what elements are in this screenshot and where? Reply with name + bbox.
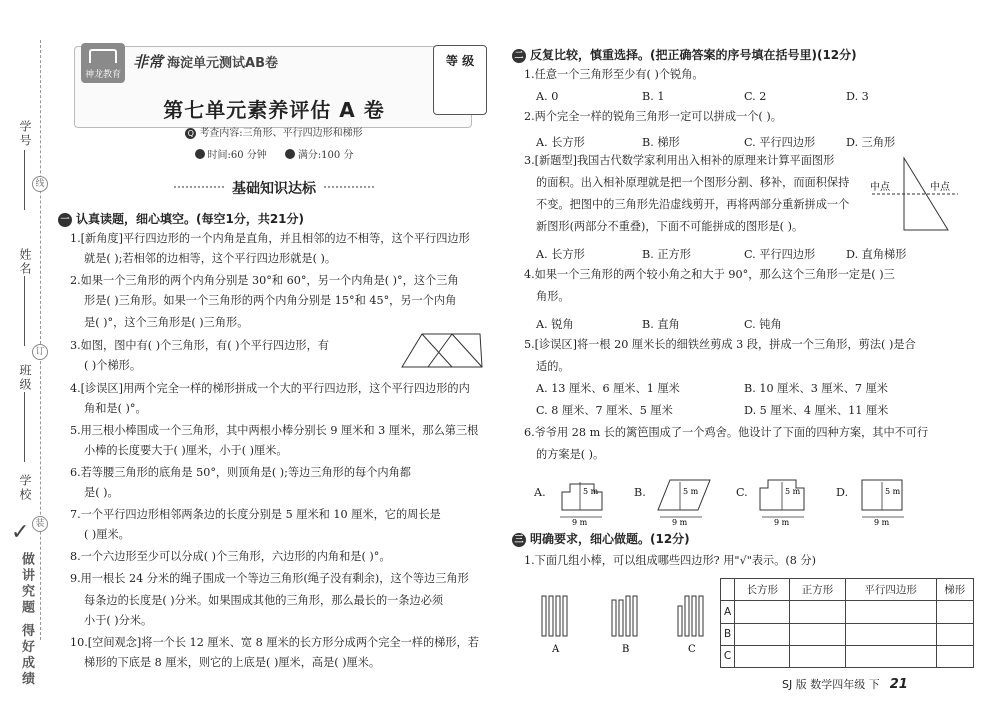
midpoint-label-left: 中点	[870, 182, 890, 193]
name-label: 姓名	[18, 248, 32, 276]
option: C. 平行四边形	[744, 248, 816, 261]
logo-text: 神龙教育	[84, 70, 121, 80]
option: C. 平行四边形	[744, 136, 816, 149]
height-dim: 5 m	[683, 487, 699, 496]
question-line: 是( )。	[84, 486, 119, 499]
right-column	[512, 0, 982, 719]
option: B. 正方形	[642, 248, 691, 261]
answer-cell[interactable]	[790, 601, 845, 623]
seal-line: 线	[32, 176, 48, 192]
section-number: 三	[512, 533, 526, 547]
plan-label: D.	[836, 486, 849, 499]
height-dim: 5 m	[583, 487, 599, 496]
class-line	[24, 392, 25, 462]
option: B. 梯形	[642, 136, 680, 149]
option: C. 钝角	[744, 318, 782, 331]
option: D. 3	[846, 90, 869, 103]
answer-cell[interactable]	[735, 645, 790, 667]
table-row	[721, 601, 974, 623]
option: A. 长方形	[536, 136, 585, 149]
plan-label: C.	[736, 486, 748, 499]
q2-1: 1.任意一个三角形至少有( )个锐角。	[524, 68, 704, 81]
table-header-row	[721, 579, 974, 601]
scope-text: 考查内容:三角形、平行四边形和梯形	[199, 128, 363, 139]
column-header	[721, 579, 735, 601]
stick	[692, 596, 696, 636]
question-line: 2.如果一个三角形的两个内角分别是 30°和 60°，另一个内角是( )°，这个三角	[70, 274, 459, 287]
quadrilateral-table	[720, 578, 974, 668]
midpoint-label-right: 中点	[930, 182, 950, 193]
search-icon: Q	[185, 128, 196, 139]
question-line: 3.如图，图中有( )个三角形，有( )个平行四边形，有	[70, 339, 329, 352]
series-name	[133, 51, 278, 72]
question-line: 的方案是( )。	[536, 448, 605, 461]
page-title: 第七单元素养评估 A 卷	[163, 98, 385, 122]
option: A. 锐角	[536, 318, 574, 331]
stick	[563, 596, 567, 636]
question-line: 4.[诊误区]用两个完全一样的梯形拼成一个大的平行四边形，这个平行四边形的内	[70, 382, 470, 395]
answer-cell[interactable]	[845, 645, 936, 667]
question-line: 8.一个六边形至少可以分成( )个三角形，六边形的内角和是( )°。	[70, 550, 391, 563]
publisher-logo	[81, 43, 125, 83]
question-line: 6.若等腰三角形的底角是 50°，则顶角是( );等边三角形的每个内角都	[70, 466, 411, 479]
section-banner	[58, 178, 490, 198]
class-label: 班级	[18, 364, 32, 392]
section-2-heading	[512, 46, 857, 63]
question-line: 5.[诊误区]将一根 20 厘米长的细铁丝剪成 3 段，拼成一个三角形，剪法( )是合	[524, 338, 916, 351]
question-line: 不变。把图中的三角形先沿虚线剪开，再将两部分重新拼成一个	[536, 198, 850, 211]
section-3-heading	[512, 530, 690, 547]
triangle-figure	[868, 154, 968, 234]
answer-cell[interactable]	[790, 623, 845, 645]
option: A. 0	[536, 90, 559, 103]
section-number: 二	[512, 49, 526, 63]
option: B. 直角	[642, 318, 680, 331]
question-line: 新图形(两部分不重叠)，下面不可能拼成的图形是( )。	[536, 220, 804, 233]
page-footer	[782, 676, 908, 692]
question-line: 7.一个平行四边形相邻两条边的长度分别是 5 厘米和 10 厘米，它的周长是	[70, 508, 441, 521]
answer-cell[interactable]	[936, 623, 973, 645]
width-dim: 9 m	[874, 518, 890, 526]
answer-cell[interactable]	[735, 601, 790, 623]
name-line	[24, 276, 25, 346]
stick	[556, 596, 560, 636]
section-title: 反复比较，慎重选择。(把正确答案的序号填在括号里)(12分)	[530, 48, 857, 62]
binding-margin	[0, 0, 56, 719]
row-label: C	[721, 645, 735, 667]
stick	[542, 596, 546, 636]
question-line: 9.用一根长 24 分米的绳子围成一个等边三角形(绳子没有剩余)，这个等边三角形	[70, 572, 469, 585]
height-dim: 5 m	[885, 487, 901, 496]
question-line: ( )厘米。	[84, 528, 130, 541]
answer-cell[interactable]	[735, 623, 790, 645]
question-line: 5.用三根小棒围成一个三角形，其中两根小棒分别长 9 厘米和 3 厘米，那么第三根	[70, 424, 479, 437]
answer-cell[interactable]	[845, 601, 936, 623]
student-number-label: 学号	[18, 120, 32, 148]
q3-1: 1.下面几组小棒，可以组成哪些四边形? 用"√"表示。(8 分)	[524, 554, 816, 567]
inner-line-1	[422, 334, 452, 367]
row-label: B	[721, 623, 735, 645]
question-line: 小于( )分米。	[84, 614, 153, 627]
section-title: 明确要求，细心做题。(12分)	[530, 532, 690, 546]
plan-label: A.	[534, 486, 546, 499]
option: D. 5 厘米、4 厘米、11 厘米	[744, 404, 889, 417]
width-dim: 9 m	[672, 518, 688, 526]
stick-group-label: A	[552, 644, 560, 655]
question-line: 10.[空间观念]将一个长 12 厘米、宽 8 厘米的长方形分成两个完全一样的梯形，若	[70, 636, 479, 649]
banner-text: 基础知识达标	[232, 181, 316, 197]
pavilion-icon	[89, 49, 117, 63]
stick-group-label: B	[622, 644, 630, 655]
banner-dots-left	[174, 186, 224, 188]
stick-groups	[532, 590, 712, 660]
seal-zhuang: 装	[32, 516, 48, 532]
question-line: 4.如果一个三角形的两个较小角之和大于 90°，那么这个三角形一定是( )三	[524, 268, 895, 281]
answer-cell[interactable]	[790, 645, 845, 667]
question-line: 1.[新角度]平行四边形的一个内角是直角，并且相邻的边不相等，这个平行四边形	[70, 232, 470, 245]
option: A. 长方形	[536, 248, 585, 261]
page-number: 21	[889, 677, 908, 692]
plan-label: B.	[634, 486, 646, 499]
stick	[612, 600, 616, 636]
right-triangle	[904, 158, 948, 230]
option: C. 8 厘米、7 厘米、5 厘米	[536, 404, 673, 417]
stick	[699, 596, 703, 636]
outer-trapezoid	[402, 334, 482, 367]
stick	[626, 596, 630, 636]
inner-line-3	[452, 334, 482, 367]
stick-group-label: C	[688, 644, 696, 655]
option: D. 直角梯形	[846, 248, 907, 261]
section-1-heading	[58, 210, 304, 227]
table-row	[721, 623, 974, 645]
score-icon	[285, 149, 295, 159]
series-mark: 非常	[133, 53, 164, 71]
stick	[678, 606, 682, 636]
answer-cell[interactable]	[936, 601, 973, 623]
left-column	[58, 0, 490, 719]
margin-slogan: 做讲究题 得好成绩	[19, 552, 34, 688]
inner-line-2	[428, 334, 452, 367]
seal-ding: 订	[32, 344, 48, 360]
answer-cell[interactable]	[936, 645, 973, 667]
column-header: 平行四边形	[845, 579, 936, 601]
question-line: 角和是( )°。	[84, 402, 147, 415]
column-header: 长方形	[735, 579, 790, 601]
column-header: 正方形	[790, 579, 845, 601]
footer-text: SJ 版 数学四年级 下	[782, 678, 880, 691]
question-line: 是( )°，这个三角形是( )三角形。	[84, 316, 249, 329]
student-number-line	[24, 150, 25, 210]
score-text: 满分:100 分	[297, 150, 354, 161]
school-label: 学校	[18, 474, 32, 502]
stick	[619, 600, 623, 636]
section-title: 认真读题，细心填空。(每空1分，共21分)	[76, 212, 305, 226]
q2-2: 2.两个完全一样的锐角三角形一定可以拼成一个( )。	[524, 110, 782, 123]
exam-meta	[58, 146, 490, 161]
trapezoid-figure	[400, 330, 484, 370]
stick	[549, 596, 553, 636]
exam-scope	[58, 124, 490, 139]
question-line: 就是( );若相邻的边相等，这个平行四边形就是( )。	[84, 252, 337, 265]
stick	[685, 596, 689, 636]
fence-plan-0	[550, 470, 620, 526]
option: D. 三角形	[846, 136, 896, 149]
question-line: 6.爷爷用 28 m 长的篱笆围成了一个鸡舍。他设计了下面的四种方案，其中不可行	[524, 426, 929, 439]
grade-label: 等 级	[445, 54, 475, 68]
height-dim: 5 m	[785, 487, 801, 496]
question-line: ( )个梯形。	[84, 359, 142, 372]
question-line: 的面积。出入相补原理就是把一个图形分割、移补，而面积保持	[536, 176, 850, 189]
table-row	[721, 645, 974, 667]
section-number: 一	[58, 213, 72, 227]
option: B. 10 厘米、3 厘米、7 厘米	[744, 382, 888, 395]
question-line: 每条边的长度是( )分米。如果围成其他的三角形，那么最长的一条边必须	[84, 594, 444, 607]
question-line: 形是( )三角形。如果一个三角形的两个内角分别是 15°和 45°，另一个内角	[84, 294, 457, 307]
answer-cell[interactable]	[845, 623, 936, 645]
width-dim: 9 m	[774, 518, 790, 526]
series-brand: 海淀单元测试AB卷	[167, 56, 278, 71]
option: B. 1	[642, 90, 665, 103]
check-icon: ✓	[11, 520, 30, 545]
fence-plan-3	[852, 470, 922, 526]
question-line: 适的。	[536, 360, 570, 373]
width-dim: 9 m	[572, 518, 588, 526]
question-line: 小棒的长度要大于( )厘米，小于( )厘米。	[84, 444, 288, 457]
fence-plan-2	[752, 470, 822, 526]
column-header: 梯形	[936, 579, 973, 601]
question-line: 3.[新题型]我国古代数学家利用出入相补的原理来计算平面图形	[524, 154, 835, 167]
option: C. 2	[744, 90, 767, 103]
row-label: A	[721, 601, 735, 623]
fold-line	[40, 40, 41, 640]
question-line: 角形。	[536, 290, 570, 303]
option: A. 13 厘米、6 厘米、1 厘米	[536, 382, 680, 395]
time-text: 时间:60 分钟	[207, 150, 267, 161]
fence-plan-1	[650, 470, 720, 526]
banner-dots-right	[324, 186, 374, 188]
question-line: 梯形的下底是 8 厘米，则它的上底是( )厘米，高是( )厘米。	[84, 656, 381, 669]
clock-icon	[195, 149, 205, 159]
stick	[633, 596, 637, 636]
